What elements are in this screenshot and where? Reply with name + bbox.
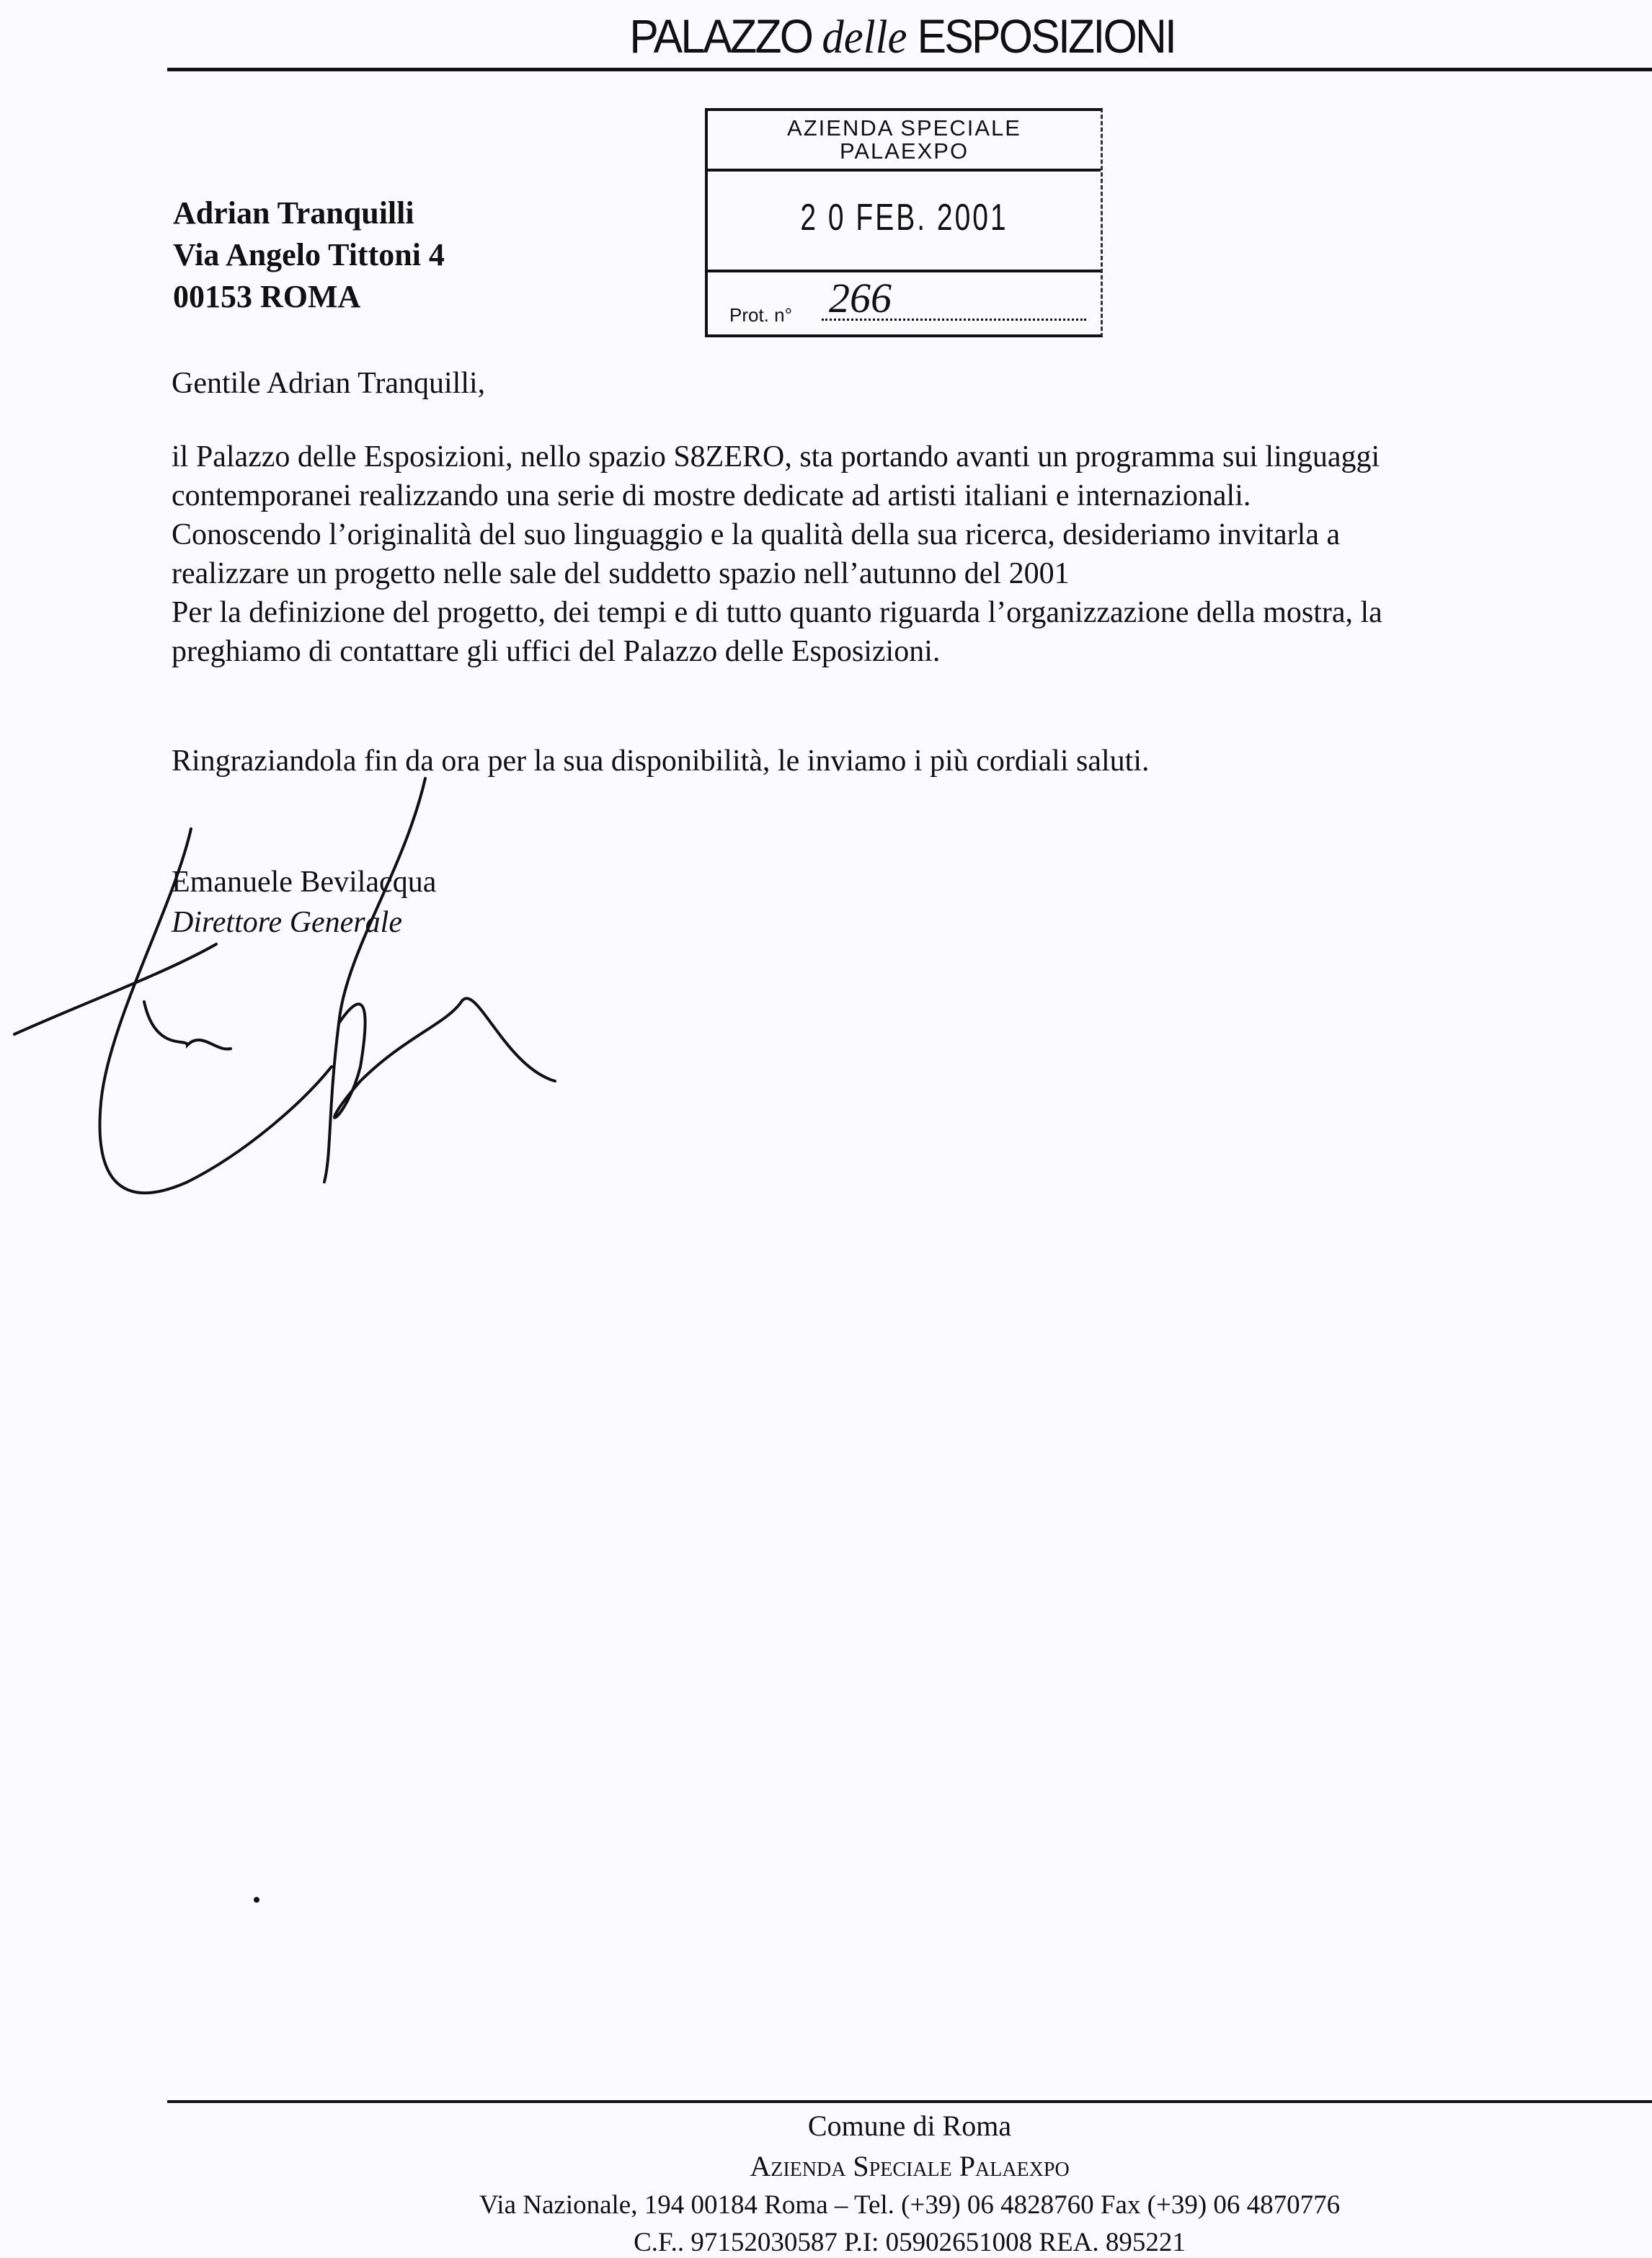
salutation: Gentile Adrian Tranquilli, — [172, 367, 486, 400]
body-line: preghiamo di contattare gli uffici del Palazzo delle Esposizioni. — [172, 635, 941, 668]
stamp-divider — [708, 270, 1101, 272]
footer-line: Azienda Speciale Palaexpo — [750, 2150, 1070, 2182]
footer-line: Comune di Roma — [807, 2110, 1012, 2142]
recipient-city: 00153 ROMA — [173, 279, 361, 314]
header-divider — [167, 68, 1652, 71]
stamp-divider — [708, 169, 1101, 172]
body-line: Per la definizione del progetto, dei tempi e di tutto quanto riguarda l’organizzazione della mostra, la — [172, 596, 1382, 629]
footer-divider — [167, 2100, 1652, 2103]
letterhead-part2: delle — [822, 11, 907, 63]
letterhead-part3: ESPOSIZIONI — [917, 9, 1176, 63]
closing: Ringraziandola fin da ora per la sua disponibilità, le inviamo i più cordiali saluti. — [172, 744, 1150, 778]
protocol-stamp — [705, 108, 1103, 337]
stamp-line1: AZIENDA SPECIALE — [787, 115, 1021, 141]
footer-line: Via Nazionale, 194 00184 Roma – Tel. (+39) 06 4828760 Fax (+39) 06 4870776 — [479, 2190, 1341, 2220]
footer-line: C.F.. 97152030587 P.I: 05902651008 REA. 895221 — [634, 2228, 1186, 2257]
body-line: il Palazzo delle Esposizioni, nello spazio S8ZERO, sta portando avanti un programma sui linguaggi — [172, 440, 1380, 474]
letterhead-part1: PALAZZO — [629, 9, 812, 63]
stamp-date: 2 0 FEB. 2001 — [800, 197, 1008, 239]
ink-dot — [254, 1897, 259, 1903]
letterhead-title — [66, 9, 1586, 65]
recipient-name: Adrian Tranquilli — [173, 195, 414, 231]
handwritten-signature — [0, 764, 577, 1232]
stamp-line2: PALAEXPO — [839, 138, 969, 164]
body-line: Conoscendo l’originalità del suo linguaggio e la qualità della sua ricerca, desideriamo invitarla a — [172, 518, 1341, 551]
signatory-title: Direttore Generale — [172, 906, 402, 939]
body-line: realizzare un progetto nelle sale del suddetto spazio nell’autunno del 2001 — [172, 557, 1070, 590]
stamp-prot-label: Prot. n° — [729, 304, 792, 326]
stamp-prot-number: 266 — [829, 275, 892, 321]
recipient-street: Via Angelo Tittoni 4 — [173, 237, 445, 272]
signatory-name: Emanuele Bevilacqua — [172, 866, 437, 899]
body-line: contemporanei realizzando una serie di mostre dedicate ad artisti italiani e internazionali. — [172, 479, 1251, 512]
